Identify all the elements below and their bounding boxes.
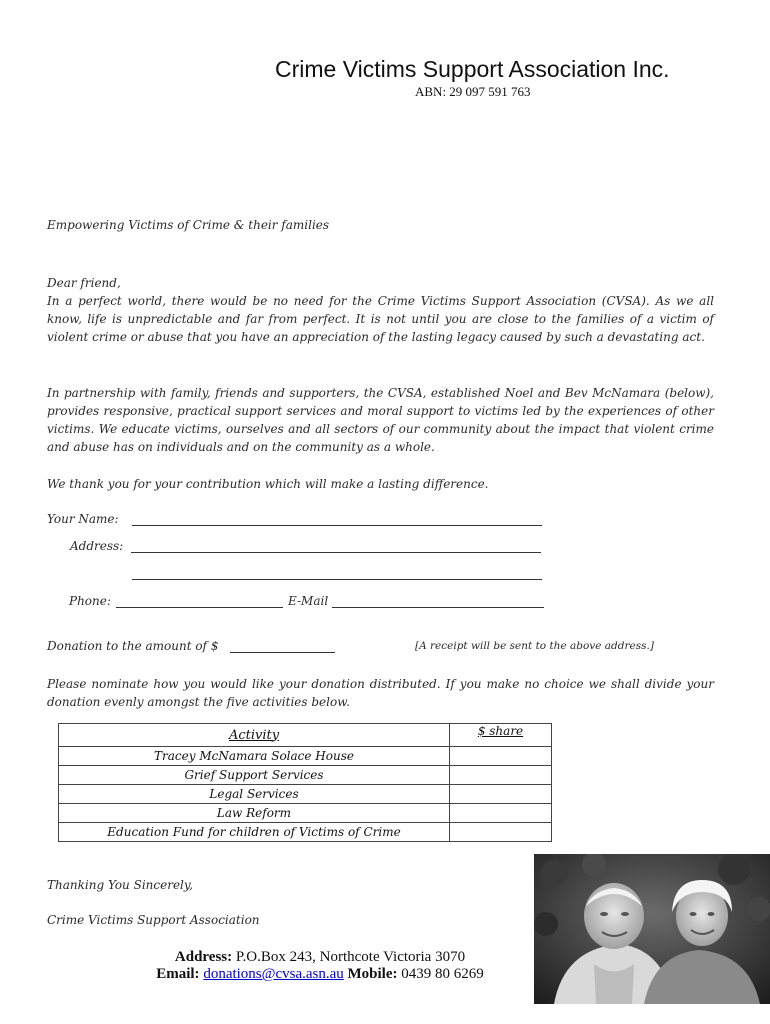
address-field-line-1[interactable] <box>131 552 541 553</box>
closing-signoff: Crime Victims Support Association <box>47 913 260 927</box>
letter-paragraph-3: We thank you for your contribution which will make a lasting difference. <box>47 477 489 491</box>
activity-column-header: Activity <box>59 724 450 747</box>
table-row <box>59 766 552 785</box>
activity-name: Tracey McNamara Solace House <box>59 747 450 766</box>
abn-number: ABN: 29 097 591 763 <box>415 84 531 99</box>
share-cell[interactable] <box>450 747 552 766</box>
contact-line <box>120 966 520 983</box>
table-row <box>59 804 552 823</box>
share-cell[interactable] <box>450 823 552 842</box>
address-field-line-2[interactable] <box>132 579 542 580</box>
name-field[interactable] <box>132 525 542 526</box>
letter-paragraph-2: In partnership with family, friends and supporters, the CVSA, established Noel and Bev McNamara (below), provides responsive, practical support services and moral support to victims led by the experiences of other victims. We educate victims, ourselves and all sectors of our community about the impact that violent crime and abuse has on individuals and on the community as a whole. <box>47 386 714 454</box>
email-contact-label: Email: <box>156 966 200 982</box>
activities-table <box>58 723 552 842</box>
receipt-note: [A receipt will be sent to the above address.] <box>415 640 654 652</box>
mobile-value: 0439 80 6269 <box>397 966 484 982</box>
share-cell[interactable] <box>450 804 552 823</box>
address-label: Address: <box>70 539 124 553</box>
email-field[interactable] <box>332 607 544 608</box>
share-column-header: $ share <box>450 724 552 747</box>
tagline: Empowering Victims of Crime & their families <box>47 218 330 232</box>
activity-name: Law Reform <box>59 804 450 823</box>
table-row <box>59 785 552 804</box>
table-row <box>59 823 552 842</box>
activity-name: Grief Support Services <box>59 766 450 785</box>
postal-address <box>120 949 520 966</box>
name-label: Your Name: <box>47 512 119 526</box>
share-cell[interactable] <box>450 785 552 804</box>
email-link[interactable]: donations@cvsa.asn.au <box>203 966 344 982</box>
phone-field[interactable] <box>116 607 283 608</box>
mobile-label: Mobile: <box>347 966 398 982</box>
activity-name: Education Fund for children of Victims of Crime <box>59 823 450 842</box>
nominate-instructions: Please nominate how you would like your donation distributed. If you make no choice we shall divide your donation evenly amongst the five activities below. <box>47 677 714 709</box>
donation-amount-field[interactable] <box>230 652 335 653</box>
donation-label: Donation to the amount of $ <box>47 639 219 653</box>
phone-label: Phone: <box>69 594 111 608</box>
address-label: Address: <box>174 949 233 965</box>
closing-thanks: Thanking You Sincerely, <box>47 878 193 892</box>
activity-name: Legal Services <box>59 785 450 804</box>
table-row <box>59 747 552 766</box>
couple-photo <box>534 854 770 1004</box>
address-value: P.O.Box 243, Northcote Victoria 3070 <box>232 949 466 965</box>
table-header-row <box>59 724 552 747</box>
share-cell[interactable] <box>450 766 552 785</box>
organisation-title: Crime Victims Support Association Inc. <box>275 56 670 82</box>
greeting: Dear friend, <box>47 276 121 290</box>
letter-paragraph-1: In a perfect world, there would be no need for the Crime Victims Support Association (CVSA). As we all know, life is unpredictable and far from perfect. It is not until you are close to the families of a victim of violent crime or abuse that you have an appreciation of the lasting legacy caused by such a devastating act. <box>47 294 714 344</box>
email-label: E-Mail <box>288 594 329 608</box>
